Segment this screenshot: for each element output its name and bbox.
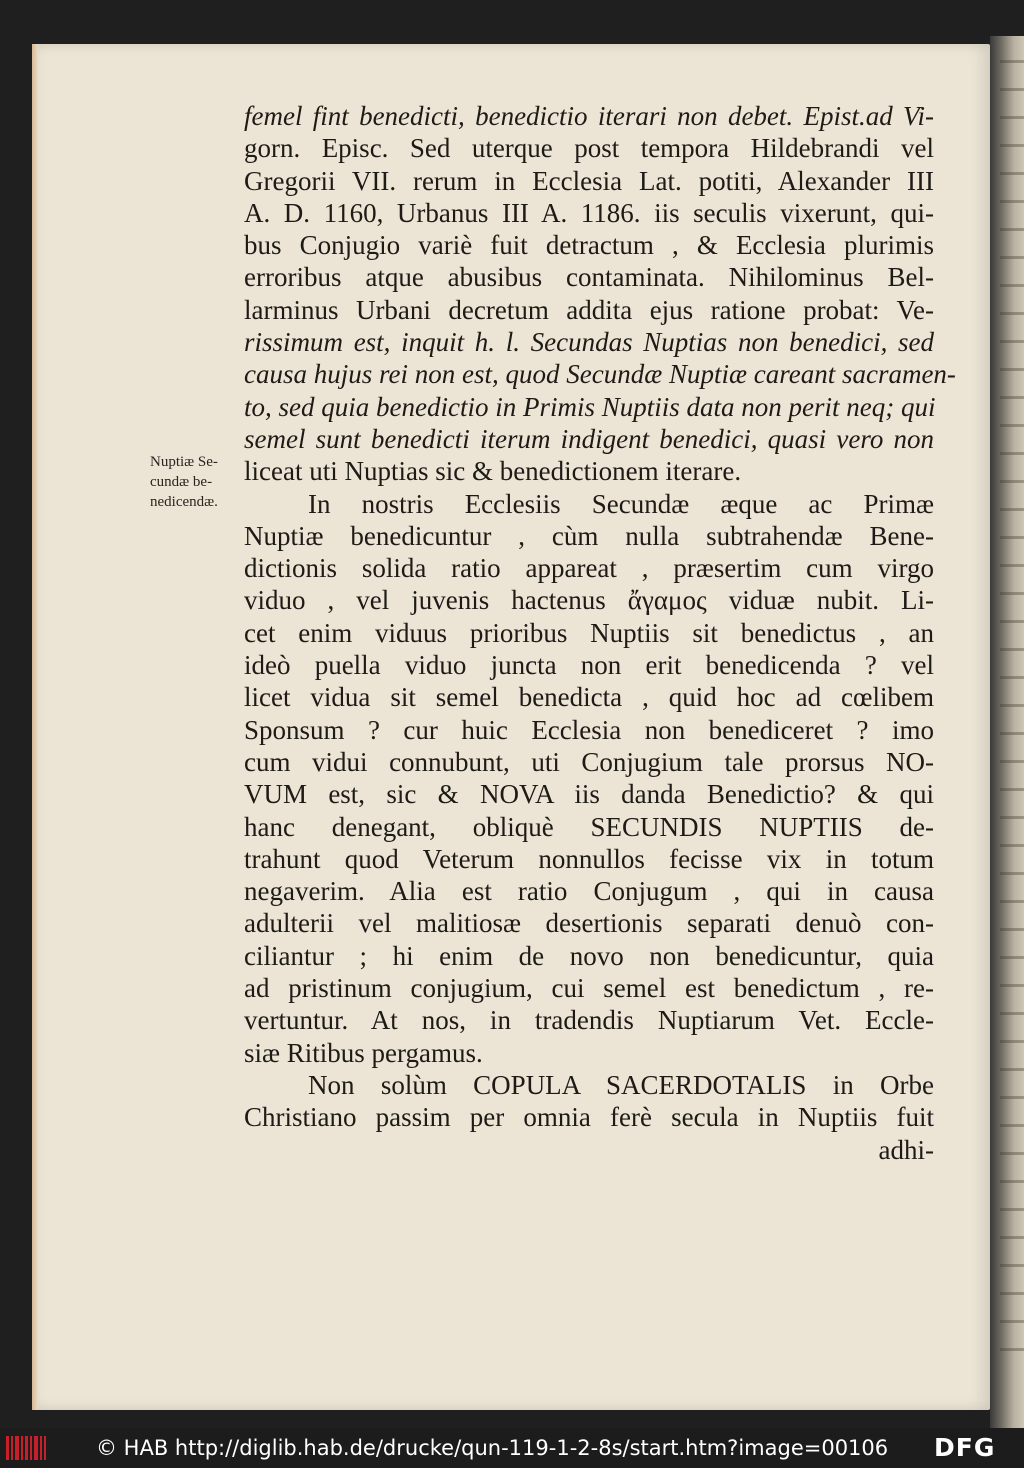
- catchword: adhi-: [878, 1134, 934, 1165]
- text-line: erroribus atque abusibus contaminata. Nihilominus Bel-: [244, 262, 934, 293]
- dfg-logo: DFG: [934, 1433, 996, 1462]
- page-body-text: [244, 100, 956, 1166]
- text-line: trahunt quod Veterum nonnullos fecisse vix in totum: [244, 843, 934, 874]
- page-gutter-edge: [32, 44, 38, 1410]
- text-line: hanc denegant, obliquè SECUNDIS NUPTIIS de-: [244, 811, 934, 842]
- text-line: Nuptiæ benedicuntur , cùm nulla subtrahendæ Bene-: [244, 520, 934, 551]
- hab-barcode-logo-icon: [4, 1432, 48, 1464]
- text-line: negaverim. Alia est ratio Conjugum , qui in causa: [244, 876, 934, 907]
- text-line: rissimum est, inquit h. l. Secundas Nuptias non benedici, sed: [244, 327, 934, 358]
- copyright-link[interactable]: © HAB http://diglib.hab.de/drucke/qun-119-1-2-8s/start.htm?image=00106: [96, 1436, 889, 1460]
- text-line: Christiano passim per omnia ferè secula in Nuptiis fuit: [244, 1102, 934, 1133]
- text-line: femel fint benedicti, benedictio iterari non debet. Epist.ad Vi-: [244, 101, 934, 131]
- margin-note-line: cundæ be-: [150, 474, 213, 490]
- text-line: ideò puella viduo juncta non erit benedicenda ? vel: [244, 650, 934, 681]
- text-line: siæ Ritibus pergamus.: [244, 1037, 483, 1068]
- text-line: adulterii vel malitiosæ desertionis separati denuò con-: [244, 908, 934, 939]
- text-line: semel sunt benedicti iterum indigent benedici, quasi vero non: [244, 423, 934, 454]
- text-line: bus Conjugio variè fuit detractum , & Ecclesia plurimis: [244, 230, 934, 261]
- text-line: ciliantur ; hi enim de novo non benedicuntur, quia: [244, 940, 934, 971]
- margin-note-line: nedicendæ.: [150, 494, 218, 510]
- text-line: Gregorii VII. rerum in Ecclesia Lat. potiti, Alexander III: [244, 165, 934, 196]
- text-line: dictionis solida ratio appareat , præsertim cum virgo: [244, 553, 934, 584]
- text-line: to, sed quia benedictio in Primis Nuptiis data non perit neq; qui: [244, 391, 936, 422]
- text-line: cet enim viduus prioribus Nuptiis sit benedictus , an: [244, 617, 934, 648]
- adjacent-page-text-edge: [1000, 60, 1024, 1360]
- text-line: VUM est, sic & NOVA iis danda Benedictio? & qui: [244, 779, 934, 810]
- text-line: viduo , vel juvenis hactenus ἄγαμος viduæ nubit. Li-: [244, 585, 934, 616]
- margin-note: [150, 452, 250, 512]
- text-line: cum vidui connubunt, uti Conjugium tale prorsus NO-: [244, 746, 934, 777]
- text-line: Sponsum ? cur huic Ecclesia non benediceret ? imo: [244, 714, 934, 745]
- text-line: In nostris Ecclesiis Secundæ æque ac Primæ: [308, 488, 934, 519]
- text-line: causa hujus rei non est, quod Secundæ Nuptiæ careant sacramen-: [244, 359, 956, 390]
- text-line: ad pristinum conjugium, cui semel est benedictum , re-: [244, 973, 934, 1004]
- text-line: Non solùm COPULA SACERDOTALIS in Orbe: [308, 1069, 934, 1100]
- text-line: gorn. Episc. Sed uterque post tempora Hildebrandi vel: [244, 133, 934, 164]
- text-line: larminus Urbani decretum addita ejus ratione probat: Ve-: [244, 294, 934, 325]
- text-line: licet vidua sit semel benedicta , quid hoc ad cœlibem: [244, 682, 934, 713]
- text-line: liceat uti Nuptias sic & benedictionem iterare.: [244, 456, 742, 487]
- text-line: A. D. 1160, Urbanus III A. 1186. iis seculis vixerunt, qui-: [244, 197, 934, 228]
- margin-note-line: Nuptiæ Se-: [150, 454, 218, 470]
- viewer-footer: [0, 1428, 1024, 1468]
- text-line: vertuntur. At nos, in tradendis Nuptiarum Vet. Eccle-: [244, 1005, 934, 1036]
